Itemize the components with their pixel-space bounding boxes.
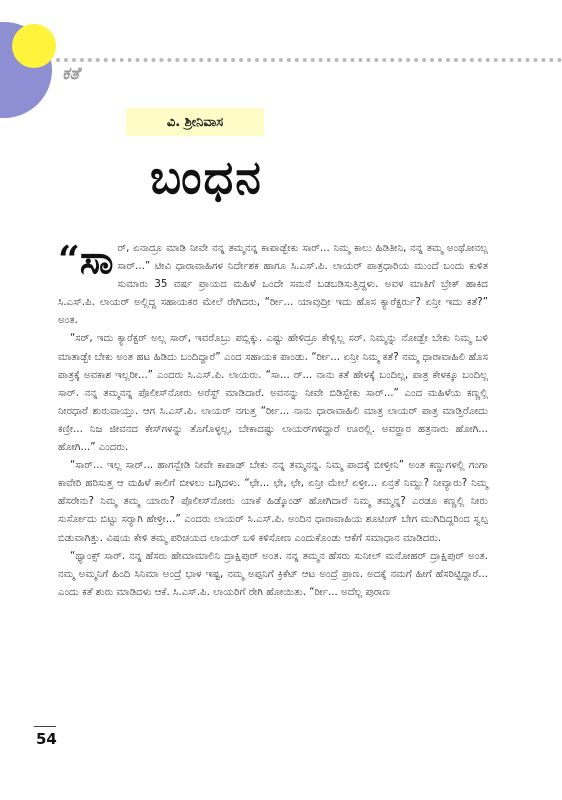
page-number: 54 (36, 730, 57, 748)
author-name: ವಿ. ಶ್ರೀನಿವಾಸ (126, 108, 264, 136)
drop-cap: “ಸಾ (58, 237, 114, 282)
paragraph-text: ರ್, ಏನಾದ್ರೂ ಮಾಡಿ ನೀವೇ ನನ್ನ ತಮ್ಮನನ್ನ ಕಾಪಾಡ್ಬೇಕು ಸಾರ್... ನಿಮ್ಮ ಕಾಲು ಹಿಡಿತೀನಿ, ನನ್ನ ತಮ್ಮ ಅಂಥೋನಲ್ಲ ಸಾರ್...” ಟೀವಿ ಧಾರಾವಾಹಿಗಳ ನಿರ್ದೇಶಕ ಹಾಗೂ ಸಿ.ಎಸ್.ಪಿ. ಲಾಯರ್ ಪಾತ್ರಧಾರಿಯ ಮುಂದೆ ಬಂದು ಕುಳಿತ ಸುಮಾರು 35 ವರ್ಷ ಪ್ರಾಯದ ಮಹಿಳೆ ಒಂದೇ ಸಮನೆ ಬಡಬಡಿಸುತ್ತಿದ್ದಳು. ಅವಳ ಮಾತಿಗೆ ಬ್ರೇಕ್ ಹಾಕಿದ ಸಿ.ಎಸ್.ಪಿ. ಲಾಯರ್ ಅಲ್ಲಿದ್ದ ಸಹಾಯಕರ ಮೇಲೆ ರೇಗಿದರು, “ರ್ರೀ... ಯಾವುದ್ರೀ ಇದು ಹೊಸ ಕ್ಯಾರೆಕ್ಟರ್ರು? ಏನ್ರೀ ಇದು ಕತೆ?” ಅಂತ. (58, 243, 488, 327)
paragraph: “ಸಾರ್... ಇಲ್ಲ ಸಾರ್... ಹಾಗನ್ಬೇಡಿ ನೀವೇ ಕಾಪಾಡ್ ಬೇಕು ನನ್ನ ತಮ್ಮನನ್ನ. ನಿಮ್ಮ ಪಾದಕ್ಕೆ ಬೀಳ್ತೀನಿ” ಅಂತ ಕಣ್ಣುಗಳಲ್ಲಿ ಗಂಗಾ ಕಾವೇರಿ ಹರಿಸುತ್ತ ಆ ಮಹಿಳೆ ಕಾಲಿಗೆ ಬೀಳಲು ಬಗ್ಗಿದಳು. “ಛೇ... ಛೇ, ಛೇ, ಏನ್ರೀ ಮೇಲೆ ಏಳ್ರೀ... ಏನ್ರತೆ ನಿಮ್ದು? ನೀವ್ಯಾರು? ನಿಮ್ಮ ಹೆಸರೇನು? ನಿಮ್ಮ ತಮ್ಮ ಯಾರು? ಪೊಲೀಸ್‌ನೋರು ಯಾಕೆ ಹಿಡ್ಕೊಂಡ್ ಹೋಗಿದಾರೆ ನಿಮ್ಮ ತಮ್ಮನ್ನ? ಎರಡೂ ಕಣ್ಣಲ್ಲಿ ನೀರು ಸುರ್ಸೋದು ಬಿಟ್ಟು ಸರ್‍ಯಾಗಿ ಹೇಳ್ರೀ...” ಎಂದರು ಲಾಯರ್ ಸಿ.ಎಸ್.ಪಿ. ಅಂದಿನ ಧಾರಾವಾಹಿಯ ಶೂಟಿಂಗ್ ಬೇಗ ಮುಗಿದಿದ್ದರಿಂದ ಸ್ವಲ್ಪ ಬಿಡುವಾಗಿತ್ತು. ವಿಷಯ ಕೇಳಿ ತಮ್ಮ ಪರಿಚಯದ ಲಾಯರ್ ಬಳಿ ಕಳಿಸೋಣ ಎಂದುಕೊಂಡು ಆಕೆಗೆ ಸಮಾಧಾನ ಮಾಡಿದರು. (58, 460, 488, 544)
footer-rule (34, 726, 56, 727)
paragraph: “ಥ್ಯಾಂಕ್ಸ್ ಸಾರ್. ನನ್ನ ಹೆಸರು ಹೇಮಾಮಾಲಿನಿ ದ್ರಾಕ್ಷಿಪುರ್ ಅಂತ. ನನ್ನ ತಮ್ಮನ ಹೆಸರು ಸುನೀಲ್ ಮನೋಹರ್ ದ್ರಾಕ್ಷಿಪುರ್ ಅಂತ. ನಮ್ಮ ಅಮ್ಮನಿಗೆ ಹಿಂದಿ ಸಿನಿಮಾ ಅಂದ್ರೆ ಭಾಳ ಇಷ್ಟ, ನಮ್ಮ ಅಪ್ಪನಿಗೆ ಕ್ರಿಕೆಟ್ ಆಟ ಅಂದ್ರೆ ಪ್ರಾಣ. ಅದಕ್ಕೆ ನಮಗೆ ಹೀಗೆ ಹೆಸರಿಟ್ಟಿದ್ದಾರೆ... ಎಂದು ಕತೆ ಶುರು ಮಾಡಿದಳು ಆಕೆ. ಸಿ.ಎಸ್.ಪಿ. ಲಾಯರಿಗೆ ರೇಗಿ ಹೋಯಿತು. “ರ್ರೀ... ಅದೆಲ್ಲ ಪುರಾಣ (58, 550, 488, 598)
paragraph: “ಸರ್, ಇದು ಕ್ಯಾರೆಕ್ಟರ್ ಅಲ್ಲ ಸಾರ್, ಇವರೊಬ್ರು ಪಬ್ಲಿಕ್ಕು. ಎಷ್ಟು ಹೇಳಿದ್ರೂ ಕೇಳ್ಲಿಲ್ಲ ಸರ್. ನಿಮ್ಮನ್ನು ನೋಡ್ಬೇ ಬೇಕು ನಿಮ್ಮ ಬಳಿ ಮಾತಾಡ್ಬೇ ಬೇಕು ಅಂತ ಹಟ ಹಿಡಿದು ಬಂದಿದ್ದಾರೆ” ಎಂದ ಸಹಾಯಕ ಪಾಂಡು. “ರ್ರೀ... ಏನ್ರೀ ನಿಮ್ಮ ಕತೆ? ನಮ್ಮ ಧಾರಾವಾಹಿಲಿ ಹೊಸ ಪಾತ್ರಕ್ಕೆ ಅವಕಾಶ ಇಲ್ಲರೀ...” ಎಂದರು ಸಿ.ಎಸ್.ಪಿ. ಲಾಯರು. “ಸಾ... ರ್... ನಾನು ಕತೆ ಹೇಳಕ್ಕೆ ಬಂದಿಲ್ಲ, ಪಾತ್ರ ಕೇಳಕ್ಕೂ ಬಂದಿಲ್ಲ ಸಾರ್. ನನ್ನ ತಮ್ಮನನ್ನ ಪೊಲೀಸ್‌ನೋರು ಅರೆಸ್ಟ್ ಮಾಡಿದಾರೆ. ಅವನನ್ನು ನೀವೇ ಬಿಡಿಸ್ಬೇಕು ಸಾರ್...” ಎಂದ ಮಹಿಳೆಯ ಕಣ್ಣಲ್ಲಿ ನೀರಧಾರೆ ಶುರುವಾಯ್ತು. ಆಗ ಸಿ.ಎಸ್.ಪಿ. ಲಾಯರ್ ನಗುತ್ತ “ರ್ರೀ... ನಾನು ಧಾರಾವಾಹಿಲಿ ಮಾತ್ರ ಲಾಯರ್ ಪಾತ್ರ ಮಾಡ್ತಿರೋದು ಕಣ್ರೀ... ನಿಜ ಜೀವನದ ಕೇಸ್‌ಗಳನ್ನು ತೊಗೊಳ್ಳಲ್ಲ, ಬೇಕಾದಷ್ಟು ಲಾಯರ್‌ಗಳಿದ್ದಾರೆ ಊರಲ್ಲಿ. ಅವರ್‍ಹಾರ ಹತ್ರನಾರು ಹೋಗಿ... ಹೋಗಿ...” ಎಂದರು. (58, 333, 488, 454)
decorative-yellow-circle (12, 24, 56, 68)
header-dotted-rule (56, 58, 562, 62)
section-label: ಕತೆ (62, 64, 80, 84)
story-body (58, 237, 488, 602)
story-title: ಬಂಧನ (150, 150, 263, 204)
paragraph (58, 237, 488, 330)
